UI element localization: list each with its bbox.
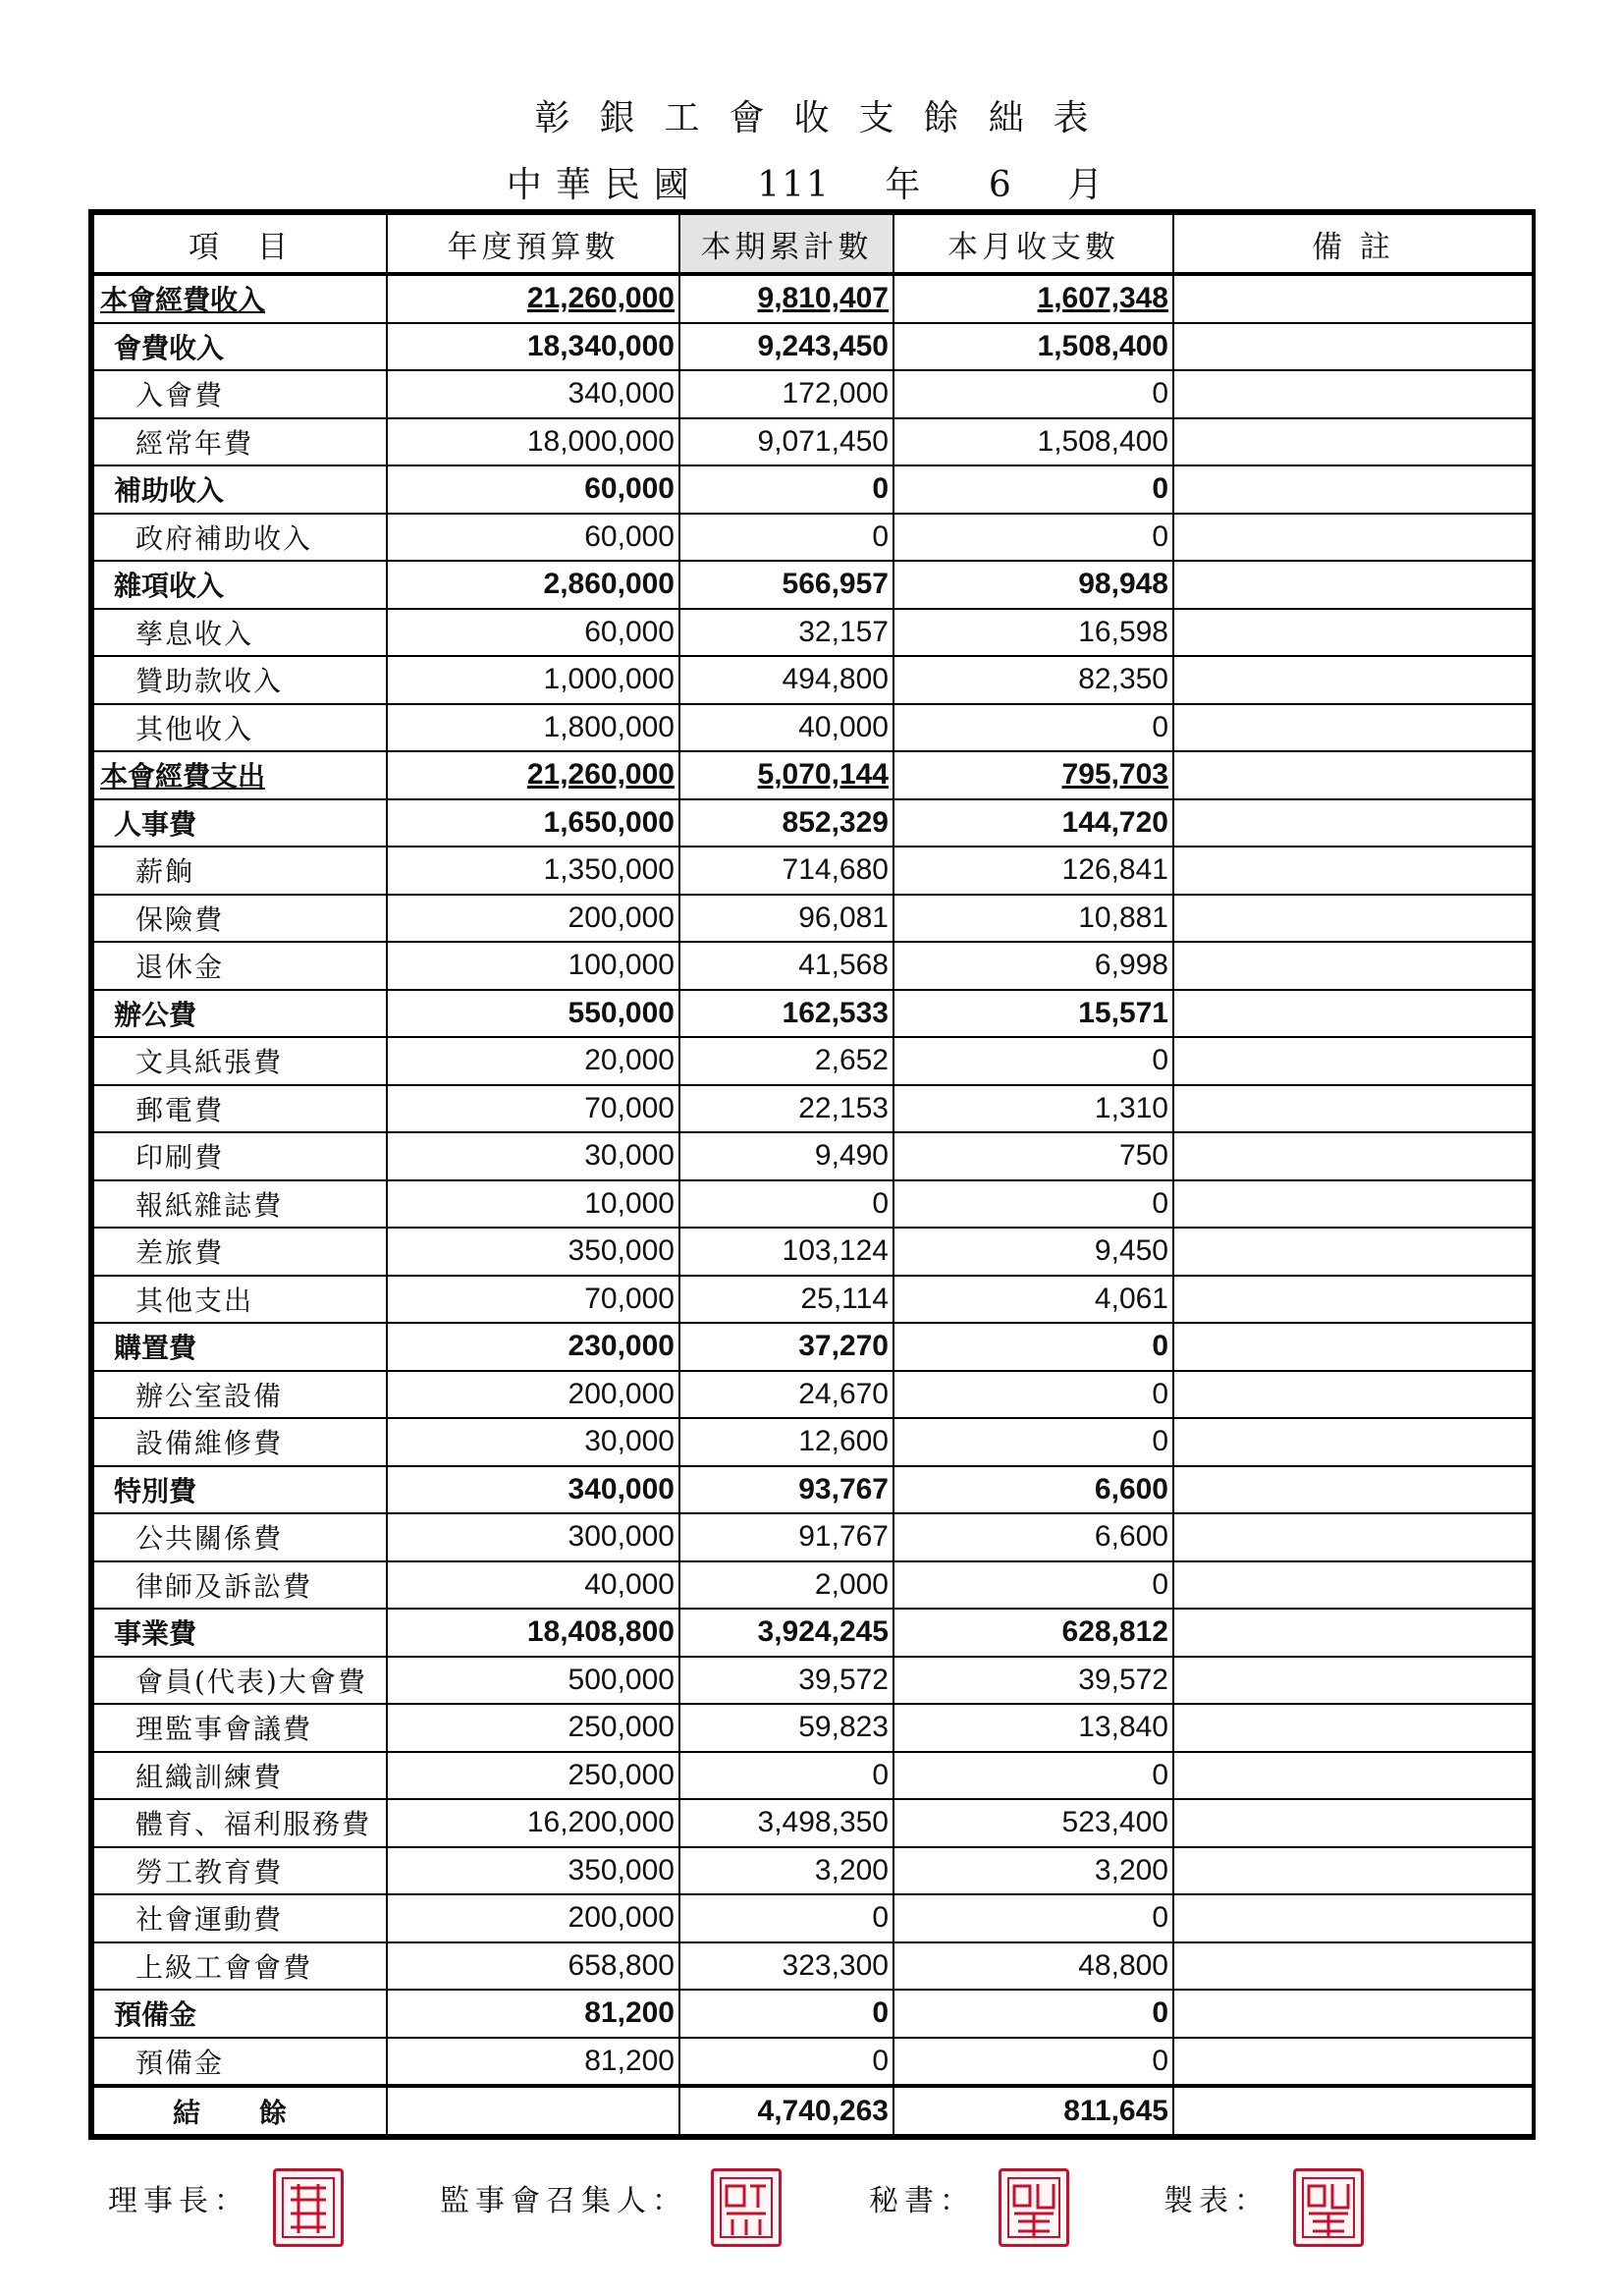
subitem-row xyxy=(93,1704,1533,1752)
red-seal-icon xyxy=(999,2168,1069,2247)
row-budget: 1,650,000 xyxy=(387,799,679,847)
signature-footer xyxy=(0,2168,1623,2257)
red-seal-icon xyxy=(273,2168,344,2247)
row-cumulative: 5,070,144 xyxy=(679,751,893,799)
row-item-label: 社會運動費 xyxy=(93,1894,387,1942)
category-row xyxy=(93,1323,1533,1371)
row-item-label: 公共關係費 xyxy=(93,1513,387,1561)
row-budget: 2,860,000 xyxy=(387,561,679,609)
row-note xyxy=(1173,704,1533,752)
row-item-label: 會員(代表)大會費 xyxy=(93,1657,387,1705)
row-item-label: 本會經費支出 xyxy=(93,751,387,799)
row-budget: 200,000 xyxy=(387,895,679,943)
row-item-label: 會費收入 xyxy=(93,323,387,371)
subitem-row xyxy=(93,1513,1533,1561)
row-monthly: 39,572 xyxy=(893,1657,1173,1705)
row-monthly: 0 xyxy=(893,1752,1173,1800)
row-item-label: 事業費 xyxy=(93,1609,387,1657)
row-item-label: 政府補助收入 xyxy=(93,514,387,562)
row-monthly: 0 xyxy=(893,1371,1173,1419)
row-note xyxy=(1173,323,1533,371)
row-monthly: 523,400 xyxy=(893,1799,1173,1847)
row-cumulative: 162,533 xyxy=(679,990,893,1038)
category-row xyxy=(93,799,1533,847)
row-cumulative: 103,124 xyxy=(679,1228,893,1276)
subitem-row xyxy=(93,1799,1533,1847)
row-note xyxy=(1173,1657,1533,1705)
row-cumulative: 3,924,245 xyxy=(679,1609,893,1657)
subitem-row xyxy=(93,1132,1533,1180)
row-note xyxy=(1173,1990,1533,2038)
row-note xyxy=(1173,656,1533,704)
row-item-label: 贊助款收入 xyxy=(93,656,387,704)
date-year-unit: 年 xyxy=(885,165,935,205)
ledger-sheet xyxy=(88,209,1536,2140)
row-item-label: 律師及訴訟費 xyxy=(93,1561,387,1610)
subitem-row xyxy=(93,1942,1533,1991)
row-item-label: 郵電費 xyxy=(93,1085,387,1133)
row-cumulative: 0 xyxy=(679,514,893,562)
row-cumulative: 0 xyxy=(679,1752,893,1800)
row-budget: 18,340,000 xyxy=(387,323,679,371)
row-cumulative: 566,957 xyxy=(679,561,893,609)
subitem-row xyxy=(93,1418,1533,1466)
row-item-label: 勞工教育費 xyxy=(93,1847,387,1895)
category-row xyxy=(93,561,1533,609)
row-monthly: 811,645 xyxy=(893,2086,1173,2135)
row-note xyxy=(1173,942,1533,990)
row-note xyxy=(1173,1132,1533,1180)
row-note xyxy=(1173,1561,1533,1610)
row-item-label: 體育、福利服務費 xyxy=(93,1799,387,1847)
row-item-label: 孳息收入 xyxy=(93,609,387,657)
row-cumulative: 37,270 xyxy=(679,1323,893,1371)
subitem-row xyxy=(93,1276,1533,1324)
row-budget: 60,000 xyxy=(387,465,679,514)
subitem-row xyxy=(93,1180,1533,1229)
row-note xyxy=(1173,1847,1533,1895)
row-note xyxy=(1173,1418,1533,1466)
row-budget: 658,800 xyxy=(387,1942,679,1991)
row-monthly: 4,061 xyxy=(893,1276,1173,1324)
date-year: 111 xyxy=(757,165,831,205)
row-item-label: 其他支出 xyxy=(93,1276,387,1324)
row-cumulative: 25,114 xyxy=(679,1276,893,1324)
row-budget: 230,000 xyxy=(387,1323,679,1371)
row-cumulative: 91,767 xyxy=(679,1513,893,1561)
row-item-label: 特別費 xyxy=(93,1466,387,1514)
subitem-row xyxy=(93,1085,1533,1133)
category-row xyxy=(93,1990,1533,2038)
row-note xyxy=(1173,1704,1533,1752)
row-monthly: 0 xyxy=(893,1894,1173,1942)
subitem-row xyxy=(93,942,1533,990)
row-monthly: 1,508,400 xyxy=(893,418,1173,466)
row-note xyxy=(1173,2038,1533,2087)
row-item-label: 結餘 xyxy=(93,2086,387,2135)
row-monthly: 9,450 xyxy=(893,1228,1173,1276)
balance-row xyxy=(93,2086,1533,2135)
row-item-label: 預備金 xyxy=(93,2038,387,2087)
row-item-label: 差旅費 xyxy=(93,1228,387,1276)
row-cumulative: 494,800 xyxy=(679,656,893,704)
table-body xyxy=(93,274,1533,2135)
row-item-label: 文具紙張費 xyxy=(93,1037,387,1085)
subitem-row xyxy=(93,609,1533,657)
table-header-row xyxy=(93,214,1533,274)
subitem-row xyxy=(93,1037,1533,1085)
row-budget: 60,000 xyxy=(387,514,679,562)
signature-label: 秘書： xyxy=(869,2184,975,2218)
row-note xyxy=(1173,1371,1533,1419)
row-cumulative: 323,300 xyxy=(679,1942,893,1991)
row-monthly: 0 xyxy=(893,2038,1173,2087)
header-note: 備 註 xyxy=(1173,214,1533,274)
row-monthly: 1,508,400 xyxy=(893,323,1173,371)
signature-label: 理事長： xyxy=(108,2184,249,2218)
date-era: 中華民國 xyxy=(506,165,703,205)
subitem-row xyxy=(93,1561,1533,1610)
row-budget: 70,000 xyxy=(387,1085,679,1133)
row-item-label: 購置費 xyxy=(93,1323,387,1371)
row-monthly: 1,310 xyxy=(893,1085,1173,1133)
row-note xyxy=(1173,799,1533,847)
income-expense-table xyxy=(92,213,1534,2136)
signature-preparer xyxy=(1163,2168,1364,2247)
row-note xyxy=(1173,465,1533,514)
row-cumulative: 852,329 xyxy=(679,799,893,847)
row-cumulative: 0 xyxy=(679,1990,893,2038)
row-budget: 40,000 xyxy=(387,1561,679,1610)
row-budget: 250,000 xyxy=(387,1704,679,1752)
row-budget: 20,000 xyxy=(387,1037,679,1085)
red-seal-icon xyxy=(1293,2168,1364,2247)
row-cumulative: 24,670 xyxy=(679,1371,893,1419)
header-budget: 年度預算數 xyxy=(387,214,679,274)
row-cumulative: 3,498,350 xyxy=(679,1799,893,1847)
row-note xyxy=(1173,1799,1533,1847)
row-budget: 340,000 xyxy=(387,370,679,418)
row-note xyxy=(1173,514,1533,562)
row-item-label: 本會經費收入 xyxy=(93,274,387,323)
signature-label: 製表： xyxy=(1163,2184,1270,2218)
category-row xyxy=(93,990,1533,1038)
row-cumulative: 714,680 xyxy=(679,847,893,895)
row-cumulative: 12,600 xyxy=(679,1418,893,1466)
row-note xyxy=(1173,1276,1533,1324)
subitem-row xyxy=(93,1657,1533,1705)
row-budget: 1,000,000 xyxy=(387,656,679,704)
row-cumulative: 96,081 xyxy=(679,895,893,943)
row-budget: 81,200 xyxy=(387,1990,679,2038)
row-cumulative: 9,243,450 xyxy=(679,323,893,371)
row-budget: 250,000 xyxy=(387,1752,679,1800)
red-seal-icon xyxy=(711,2168,782,2247)
row-item-label: 設備維修費 xyxy=(93,1418,387,1466)
row-budget: 350,000 xyxy=(387,1847,679,1895)
row-monthly: 0 xyxy=(893,1418,1173,1466)
row-item-label: 其他收入 xyxy=(93,704,387,752)
row-budget: 1,350,000 xyxy=(387,847,679,895)
row-note xyxy=(1173,2086,1533,2135)
row-monthly: 0 xyxy=(893,514,1173,562)
row-monthly: 0 xyxy=(893,1180,1173,1229)
document-date xyxy=(0,157,1623,207)
date-month-unit: 月 xyxy=(1067,165,1117,205)
row-note xyxy=(1173,1609,1533,1657)
row-monthly: 628,812 xyxy=(893,1609,1173,1657)
row-budget xyxy=(387,2086,679,2135)
date-month: 6 xyxy=(988,165,1013,205)
row-monthly: 6,600 xyxy=(893,1513,1173,1561)
signature-supervisor xyxy=(440,2168,782,2247)
row-monthly: 144,720 xyxy=(893,799,1173,847)
category-row xyxy=(93,323,1533,371)
header-monthly: 本月收支數 xyxy=(893,214,1173,274)
row-budget: 60,000 xyxy=(387,609,679,657)
row-budget: 500,000 xyxy=(387,1657,679,1705)
row-cumulative: 2,000 xyxy=(679,1561,893,1610)
subitem-row xyxy=(93,370,1533,418)
row-budget: 10,000 xyxy=(387,1180,679,1229)
subitem-row xyxy=(93,418,1533,466)
row-note xyxy=(1173,1942,1533,1991)
row-monthly: 0 xyxy=(893,704,1173,752)
row-monthly: 0 xyxy=(893,465,1173,514)
row-cumulative: 9,071,450 xyxy=(679,418,893,466)
row-cumulative: 0 xyxy=(679,1180,893,1229)
row-monthly: 0 xyxy=(893,1561,1173,1610)
row-note xyxy=(1173,1752,1533,1800)
row-cumulative: 9,810,407 xyxy=(679,274,893,323)
row-cumulative: 39,572 xyxy=(679,1657,893,1705)
row-monthly: 82,350 xyxy=(893,656,1173,704)
header-cumulative: 本期累計數 xyxy=(679,214,893,274)
row-cumulative: 22,153 xyxy=(679,1085,893,1133)
row-cumulative: 32,157 xyxy=(679,609,893,657)
row-item-label: 雜項收入 xyxy=(93,561,387,609)
row-monthly: 126,841 xyxy=(893,847,1173,895)
row-note xyxy=(1173,561,1533,609)
category-row xyxy=(93,1466,1533,1514)
row-note xyxy=(1173,1180,1533,1229)
row-monthly: 98,948 xyxy=(893,561,1173,609)
row-note xyxy=(1173,847,1533,895)
row-note xyxy=(1173,1466,1533,1514)
row-budget: 200,000 xyxy=(387,1894,679,1942)
row-monthly: 750 xyxy=(893,1132,1173,1180)
row-cumulative: 0 xyxy=(679,1894,893,1942)
row-note xyxy=(1173,1894,1533,1942)
category-row xyxy=(93,1609,1533,1657)
row-monthly: 16,598 xyxy=(893,609,1173,657)
subitem-row xyxy=(93,1371,1533,1419)
row-budget: 21,260,000 xyxy=(387,274,679,323)
row-cumulative: 40,000 xyxy=(679,704,893,752)
subitem-row xyxy=(93,704,1533,752)
row-budget: 300,000 xyxy=(387,1513,679,1561)
row-monthly: 6,998 xyxy=(893,942,1173,990)
row-cumulative: 2,652 xyxy=(679,1037,893,1085)
row-monthly: 13,840 xyxy=(893,1704,1173,1752)
row-monthly: 1,607,348 xyxy=(893,274,1173,323)
section-row xyxy=(93,751,1533,799)
subitem-row xyxy=(93,895,1533,943)
document-title: 彰銀工會收支餘絀表 xyxy=(534,98,1118,138)
row-item-label: 組織訓練費 xyxy=(93,1752,387,1800)
row-note xyxy=(1173,990,1533,1038)
row-note xyxy=(1173,418,1533,466)
row-monthly: 0 xyxy=(893,1323,1173,1371)
row-cumulative: 0 xyxy=(679,2038,893,2087)
row-budget: 1,800,000 xyxy=(387,704,679,752)
row-cumulative: 9,490 xyxy=(679,1132,893,1180)
row-cumulative: 4,740,263 xyxy=(679,2086,893,2135)
row-monthly: 3,200 xyxy=(893,1847,1173,1895)
row-item-label: 辦公費 xyxy=(93,990,387,1038)
row-cumulative: 93,767 xyxy=(679,1466,893,1514)
row-item-label: 保險費 xyxy=(93,895,387,943)
row-budget: 100,000 xyxy=(387,942,679,990)
row-monthly: 0 xyxy=(893,1990,1173,2038)
subitem-row xyxy=(93,1847,1533,1895)
signature-chairman xyxy=(108,2168,344,2247)
row-monthly: 15,571 xyxy=(893,990,1173,1038)
row-budget: 21,260,000 xyxy=(387,751,679,799)
row-cumulative: 0 xyxy=(679,465,893,514)
row-note xyxy=(1173,609,1533,657)
row-item-label: 上級工會會費 xyxy=(93,1942,387,1991)
row-item-label: 入會費 xyxy=(93,370,387,418)
section-row xyxy=(93,274,1533,323)
row-budget: 16,200,000 xyxy=(387,1799,679,1847)
row-item-label: 經常年費 xyxy=(93,418,387,466)
row-note xyxy=(1173,751,1533,799)
row-budget: 18,000,000 xyxy=(387,418,679,466)
row-item-label: 辦公室設備 xyxy=(93,1371,387,1419)
row-monthly: 6,600 xyxy=(893,1466,1173,1514)
row-monthly: 0 xyxy=(893,1037,1173,1085)
row-monthly: 10,881 xyxy=(893,895,1173,943)
row-budget: 200,000 xyxy=(387,1371,679,1419)
row-item-label: 理監事會議費 xyxy=(93,1704,387,1752)
signature-label: 監事會召集人： xyxy=(440,2184,687,2218)
row-cumulative: 59,823 xyxy=(679,1704,893,1752)
subitem-row xyxy=(93,1228,1533,1276)
row-note xyxy=(1173,274,1533,323)
row-note xyxy=(1173,1513,1533,1561)
row-cumulative: 41,568 xyxy=(679,942,893,990)
row-note xyxy=(1173,1228,1533,1276)
row-budget: 30,000 xyxy=(387,1418,679,1466)
row-budget: 30,000 xyxy=(387,1132,679,1180)
subitem-row xyxy=(93,1894,1533,1942)
header-item: 項 目 xyxy=(93,214,387,274)
row-budget: 81,200 xyxy=(387,2038,679,2087)
subitem-row xyxy=(93,847,1533,895)
row-budget: 550,000 xyxy=(387,990,679,1038)
signature-secretary xyxy=(869,2168,1069,2247)
row-note xyxy=(1173,895,1533,943)
row-monthly: 0 xyxy=(893,370,1173,418)
row-budget: 340,000 xyxy=(387,1466,679,1514)
row-budget: 18,408,800 xyxy=(387,1609,679,1657)
row-item-label: 預備金 xyxy=(93,1990,387,2038)
category-row xyxy=(93,465,1533,514)
row-item-label: 退休金 xyxy=(93,942,387,990)
row-note xyxy=(1173,1085,1533,1133)
subitem-row xyxy=(93,656,1533,704)
row-note xyxy=(1173,1323,1533,1371)
row-budget: 70,000 xyxy=(387,1276,679,1324)
subitem-row xyxy=(93,1752,1533,1800)
row-note xyxy=(1173,1037,1533,1085)
row-item-label: 印刷費 xyxy=(93,1132,387,1180)
row-monthly: 48,800 xyxy=(893,1942,1173,1991)
row-item-label: 薪餉 xyxy=(93,847,387,895)
row-monthly: 795,703 xyxy=(893,751,1173,799)
row-note xyxy=(1173,370,1533,418)
row-item-label: 報紙雜誌費 xyxy=(93,1180,387,1229)
row-item-label: 人事費 xyxy=(93,799,387,847)
row-item-label: 補助收入 xyxy=(93,465,387,514)
row-budget: 350,000 xyxy=(387,1228,679,1276)
row-cumulative: 3,200 xyxy=(679,1847,893,1895)
subitem-row xyxy=(93,514,1533,562)
row-cumulative: 172,000 xyxy=(679,370,893,418)
subitem-row xyxy=(93,2038,1533,2087)
